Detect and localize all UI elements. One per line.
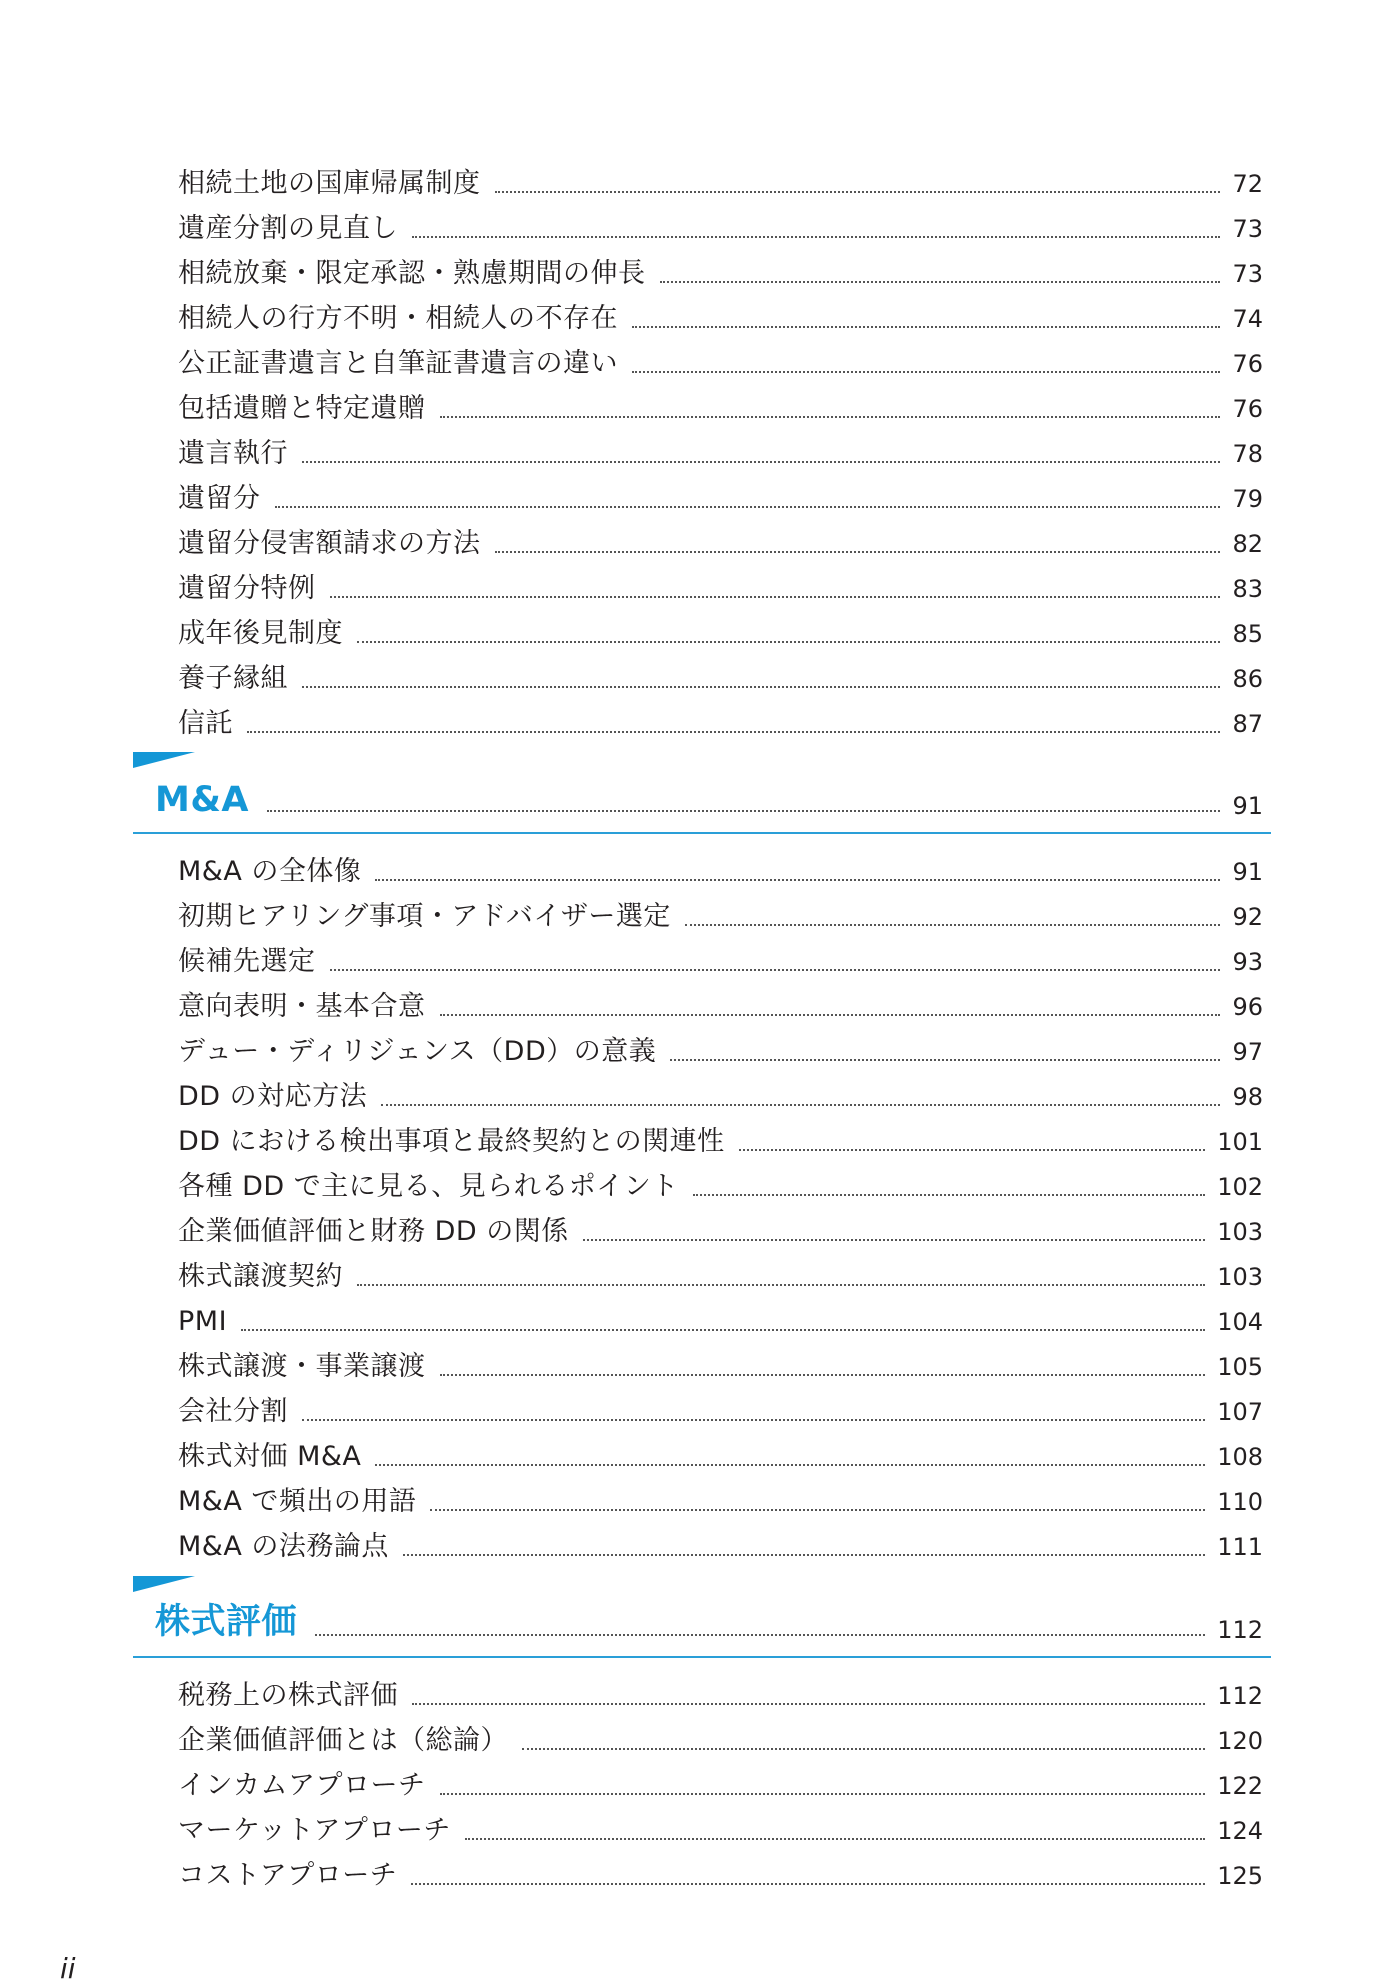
toc-item-title: デュー・ディリジェンス（DD）の意義 bbox=[178, 1036, 657, 1067]
toc-item[interactable] bbox=[178, 932, 1263, 977]
toc-item[interactable] bbox=[178, 379, 1263, 424]
dot-leader bbox=[632, 371, 1220, 373]
toc-item-page: 74 bbox=[1232, 305, 1263, 333]
toc-item-page: 73 bbox=[1232, 215, 1263, 243]
dot-leader bbox=[302, 686, 1220, 688]
toc-item[interactable] bbox=[178, 244, 1263, 289]
toc-item[interactable] bbox=[178, 1247, 1263, 1292]
toc-item-title: 遺留分特例 bbox=[178, 573, 316, 604]
toc-item-page: 103 bbox=[1217, 1218, 1263, 1246]
toc-item[interactable] bbox=[178, 1022, 1263, 1067]
toc-list-ma bbox=[178, 842, 1263, 1562]
section-heading-ma[interactable] bbox=[133, 752, 1271, 834]
toc-item-page: 124 bbox=[1217, 1817, 1263, 1845]
toc-item[interactable] bbox=[178, 887, 1263, 932]
toc-list-valuation bbox=[178, 1666, 1263, 1891]
dot-leader bbox=[739, 1149, 1206, 1151]
toc-item-page: 73 bbox=[1232, 260, 1263, 288]
toc-item[interactable] bbox=[178, 842, 1263, 887]
toc-item-page: 122 bbox=[1217, 1772, 1263, 1800]
toc-item-title: 企業価値評価とは（総論） bbox=[178, 1725, 508, 1756]
toc-item[interactable] bbox=[178, 1202, 1263, 1247]
dot-leader bbox=[247, 731, 1220, 733]
dot-leader bbox=[411, 1883, 1205, 1885]
toc-item[interactable] bbox=[178, 1067, 1263, 1112]
toc-item-title: 公正証書遺言と自筆証書遺言の違い bbox=[178, 348, 618, 379]
section-title: 株式評価 bbox=[155, 1602, 298, 1642]
toc-item-title: 遺言執行 bbox=[178, 438, 288, 469]
toc-item-title: インカムアプローチ bbox=[178, 1770, 426, 1801]
toc-item-page: 112 bbox=[1217, 1682, 1263, 1710]
toc-item-page: 102 bbox=[1217, 1173, 1263, 1201]
dot-leader bbox=[330, 969, 1221, 971]
toc-item-page: 78 bbox=[1232, 440, 1263, 468]
dot-leader bbox=[357, 641, 1220, 643]
toc-item-page: 93 bbox=[1232, 948, 1263, 976]
toc-item[interactable] bbox=[178, 1846, 1263, 1891]
toc-item-page: 86 bbox=[1232, 665, 1263, 693]
toc-item-page: 110 bbox=[1217, 1488, 1263, 1516]
dot-leader bbox=[522, 1748, 1205, 1750]
toc-item-title: 包括遺贈と特定遺贈 bbox=[178, 393, 426, 424]
toc-item[interactable] bbox=[178, 1711, 1263, 1756]
toc-item-page: 111 bbox=[1217, 1533, 1263, 1561]
toc-item-page: 92 bbox=[1232, 903, 1263, 931]
toc-item-title: 株式対価 M&A bbox=[178, 1441, 362, 1472]
toc-item[interactable] bbox=[178, 199, 1263, 244]
toc-item-page: 120 bbox=[1217, 1727, 1263, 1755]
toc-item[interactable] bbox=[178, 1292, 1263, 1337]
dot-leader bbox=[660, 281, 1221, 283]
toc-item-page: 96 bbox=[1232, 993, 1263, 1021]
dot-leader bbox=[302, 1419, 1205, 1421]
toc-item-title: 信託 bbox=[178, 708, 233, 739]
dot-leader bbox=[357, 1284, 1205, 1286]
toc-item-page: 72 bbox=[1232, 170, 1263, 198]
section-title: M&A bbox=[155, 780, 249, 820]
dot-leader bbox=[440, 1793, 1206, 1795]
dot-leader bbox=[440, 1374, 1206, 1376]
toc-item[interactable] bbox=[178, 1382, 1263, 1427]
dot-leader bbox=[440, 416, 1221, 418]
section-page: 91 bbox=[1232, 792, 1263, 820]
toc-item-title: コストアプローチ bbox=[178, 1860, 398, 1891]
dot-leader bbox=[583, 1239, 1205, 1241]
toc-item[interactable] bbox=[178, 1801, 1263, 1846]
toc-item[interactable] bbox=[178, 514, 1263, 559]
toc-item-title: マーケットアプローチ bbox=[178, 1815, 451, 1846]
toc-item-title: 養子縁組 bbox=[178, 663, 288, 694]
toc-item-title: M&A の全体像 bbox=[178, 856, 362, 887]
toc-item[interactable] bbox=[178, 1337, 1263, 1382]
page-number: ii bbox=[60, 1952, 76, 1985]
toc-item-page: 79 bbox=[1232, 485, 1263, 513]
toc-item-title: DD の対応方法 bbox=[178, 1081, 368, 1112]
dot-leader bbox=[670, 1059, 1220, 1061]
toc-item[interactable] bbox=[178, 559, 1263, 604]
toc-item-title: M&A の法務論点 bbox=[178, 1531, 389, 1562]
dot-leader bbox=[685, 924, 1221, 926]
dot-leader bbox=[412, 236, 1220, 238]
toc-item-page: 98 bbox=[1232, 1083, 1263, 1111]
toc-item[interactable] bbox=[178, 1756, 1263, 1801]
toc-item[interactable] bbox=[178, 1472, 1263, 1517]
section-heading-valuation[interactable] bbox=[133, 1576, 1271, 1658]
section-tab-marker bbox=[133, 1576, 195, 1592]
toc-item-page: 105 bbox=[1217, 1353, 1263, 1381]
toc-item[interactable] bbox=[178, 977, 1263, 1022]
toc-item-title: 税務上の株式評価 bbox=[178, 1680, 398, 1711]
toc-item[interactable] bbox=[178, 1666, 1263, 1711]
toc-item-page: 91 bbox=[1232, 858, 1263, 886]
toc-item-page: 83 bbox=[1232, 575, 1263, 603]
dot-leader bbox=[632, 326, 1220, 328]
toc-item-page: 82 bbox=[1232, 530, 1263, 558]
toc-item-title: 初期ヒアリング事項・アドバイザー選定 bbox=[178, 901, 671, 932]
dot-leader bbox=[495, 191, 1221, 193]
toc-item[interactable] bbox=[178, 604, 1263, 649]
toc-item-title: 遺留分侵害額請求の方法 bbox=[178, 528, 481, 559]
toc-item-page: 125 bbox=[1217, 1862, 1263, 1890]
toc-item-page: 76 bbox=[1232, 350, 1263, 378]
toc-item[interactable] bbox=[178, 1157, 1263, 1202]
dot-leader bbox=[430, 1509, 1205, 1511]
toc-item[interactable] bbox=[178, 649, 1263, 694]
toc-item[interactable] bbox=[178, 289, 1263, 334]
dot-leader bbox=[302, 461, 1220, 463]
toc-item-page: 85 bbox=[1232, 620, 1263, 648]
toc-item[interactable] bbox=[178, 1517, 1263, 1562]
toc-item-title: 会社分割 bbox=[178, 1396, 288, 1427]
toc-item-title: 相続放棄・限定承認・熟慮期間の伸長 bbox=[178, 258, 646, 289]
toc-item-page: 101 bbox=[1217, 1128, 1263, 1156]
dot-leader bbox=[693, 1194, 1205, 1196]
toc-item[interactable] bbox=[178, 334, 1263, 379]
dot-leader bbox=[375, 879, 1220, 881]
toc-item-title: DD における検出事項と最終契約との関連性 bbox=[178, 1126, 725, 1157]
dot-leader bbox=[375, 1464, 1205, 1466]
toc-item-title: 候補先選定 bbox=[178, 946, 316, 977]
dot-leader bbox=[465, 1838, 1205, 1840]
toc-item-page: 76 bbox=[1232, 395, 1263, 423]
dot-leader bbox=[440, 1014, 1221, 1016]
toc-item-title: 成年後見制度 bbox=[178, 618, 343, 649]
dot-leader bbox=[315, 1634, 1205, 1636]
toc-item[interactable] bbox=[178, 1427, 1263, 1472]
toc-item-title: 株式譲渡・事業譲渡 bbox=[178, 1351, 426, 1382]
toc-item-title: 株式譲渡契約 bbox=[178, 1261, 343, 1292]
dot-leader bbox=[241, 1329, 1205, 1331]
toc-item-title: PMI bbox=[178, 1306, 228, 1337]
dot-leader bbox=[403, 1554, 1205, 1556]
toc-item-page: 97 bbox=[1232, 1038, 1263, 1066]
toc-item-page: 108 bbox=[1217, 1443, 1263, 1471]
toc-item-title: M&A で頻出の用語 bbox=[178, 1486, 417, 1517]
toc-item-title: 遺留分 bbox=[178, 483, 261, 514]
toc-item[interactable] bbox=[178, 424, 1263, 469]
toc-item[interactable] bbox=[178, 694, 1263, 739]
dot-leader bbox=[267, 810, 1221, 812]
toc-item-title: 各種 DD で主に見る、見られるポイント bbox=[178, 1171, 679, 1202]
toc-item[interactable] bbox=[178, 154, 1263, 199]
section-tab-marker bbox=[133, 752, 195, 768]
toc-item[interactable] bbox=[178, 1112, 1263, 1157]
toc-item-title: 企業価値評価と財務 DD の関係 bbox=[178, 1216, 569, 1247]
dot-leader bbox=[412, 1703, 1205, 1705]
toc-item-page: 107 bbox=[1217, 1398, 1263, 1426]
dot-leader bbox=[495, 551, 1221, 553]
toc-item-title: 遺産分割の見直し bbox=[178, 213, 398, 244]
toc-list-inheritance bbox=[178, 154, 1263, 739]
toc-item-page: 103 bbox=[1217, 1263, 1263, 1291]
dot-leader bbox=[381, 1104, 1220, 1106]
dot-leader bbox=[275, 506, 1221, 508]
dot-leader bbox=[330, 596, 1221, 598]
toc-item-title: 意向表明・基本合意 bbox=[178, 991, 426, 1022]
toc-item-title: 相続人の行方不明・相続人の不存在 bbox=[178, 303, 618, 334]
toc-item-page: 87 bbox=[1232, 710, 1263, 738]
toc-item-page: 104 bbox=[1217, 1308, 1263, 1336]
toc-item[interactable] bbox=[178, 469, 1263, 514]
toc-item-title: 相続土地の国庫帰属制度 bbox=[178, 168, 481, 199]
section-page: 112 bbox=[1217, 1616, 1263, 1644]
